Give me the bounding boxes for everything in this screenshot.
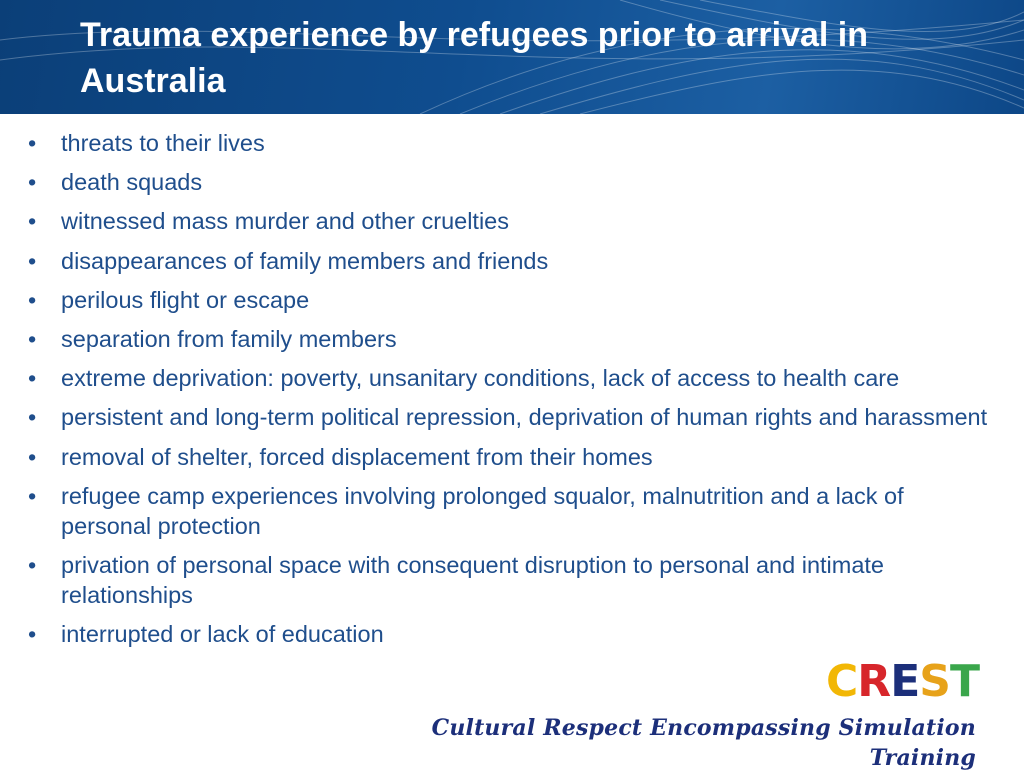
list-item-text: separation from family members (61, 325, 397, 352)
logo-letter: S (919, 656, 950, 707)
list-item (28, 550, 988, 610)
bullet-icon: • (28, 551, 37, 578)
list-item-text: persistent and long-term political repression, deprivation of human rights and harassment (61, 404, 988, 431)
list-item (28, 246, 988, 276)
list-item-text: privation of personal space with consequent disruption to personal and intimate relationships (61, 551, 885, 608)
list-item-text: perilous flight or escape (61, 286, 310, 313)
list-item (28, 285, 988, 315)
bullet-icon: • (28, 443, 37, 470)
list-item-text: refugee camp experiences involving prolonged squalor, malnutrition and a lack of personal protection (61, 482, 904, 539)
bullet-list (28, 128, 988, 658)
list-item-text: interrupted or lack of education (61, 621, 384, 648)
list-item-text: witnessed mass murder and other cruelties (61, 208, 510, 235)
slide-title: Trauma experience by refugees prior to arrival in Australia (80, 16, 868, 100)
crest-tagline: Cultural Respect Encompassing Simulation Training (431, 715, 976, 771)
bullet-icon: • (28, 621, 37, 648)
crest-logo (826, 658, 979, 706)
list-item (28, 442, 988, 472)
list-item (28, 167, 988, 197)
bullet-icon: • (28, 325, 37, 352)
bullet-icon: • (28, 286, 37, 313)
logo-letter: C (826, 656, 858, 707)
logo-letter: R (857, 656, 891, 707)
logo-letter: E (890, 656, 920, 707)
logo-letter: T (949, 656, 979, 707)
bullet-icon: • (28, 169, 37, 196)
bullet-icon: • (28, 130, 37, 156)
bullet-icon: • (28, 208, 37, 235)
list-item-text: death squads (61, 169, 203, 196)
list-item-text: removal of shelter, forced displacement from their homes (61, 443, 653, 470)
bullet-icon: • (28, 482, 37, 509)
list-item (28, 324, 988, 354)
slide-header (0, 0, 1024, 114)
list-item (28, 363, 988, 393)
list-item-text: threats to their lives (61, 130, 265, 156)
list-item (28, 128, 988, 158)
bullet-icon: • (28, 365, 37, 392)
list-item (28, 206, 988, 236)
list-item-text: extreme deprivation: poverty, unsanitary conditions, lack of access to health care (61, 365, 900, 392)
list-item (28, 481, 988, 541)
bullet-icon: • (28, 404, 37, 431)
list-item (28, 402, 988, 432)
list-item-text: disappearances of family members and friends (61, 247, 549, 274)
bullet-icon: • (28, 247, 37, 274)
list-item (28, 619, 988, 649)
